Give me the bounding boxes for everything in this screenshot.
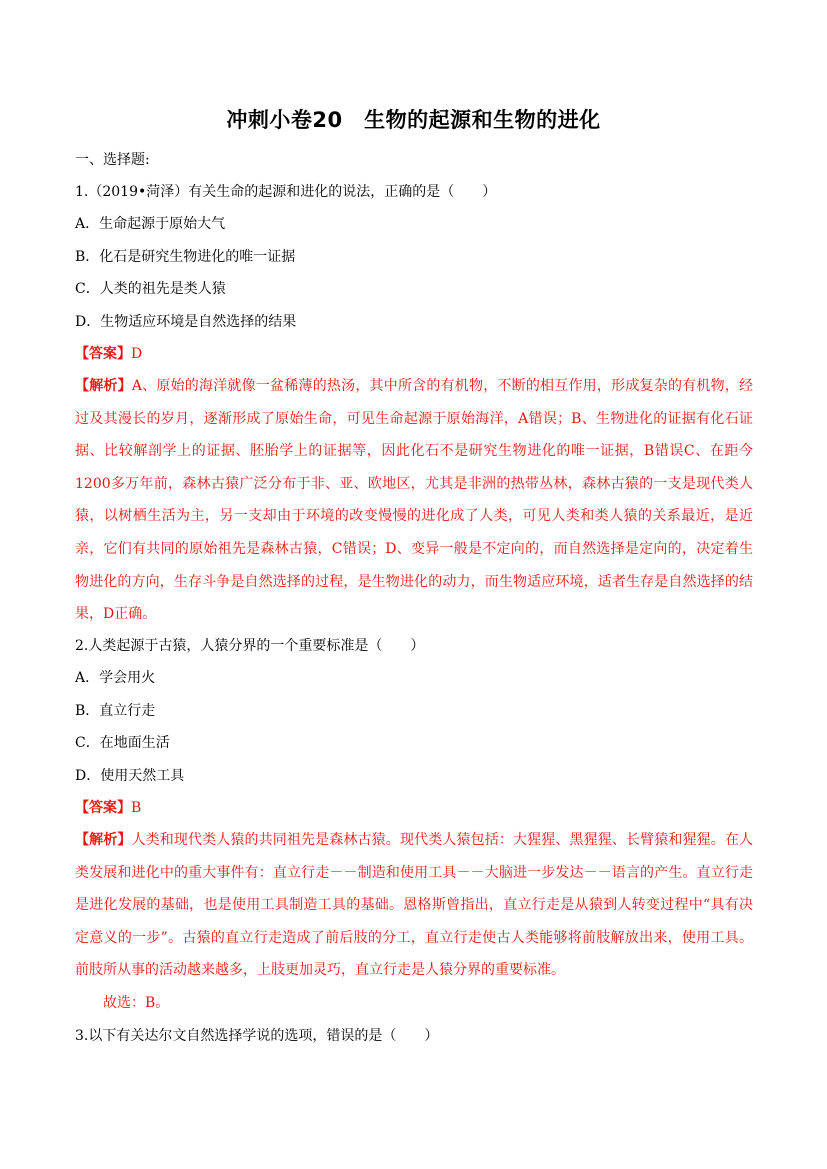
question-1-option-c: C．人类的祖先是类人猿	[75, 281, 226, 297]
question-1-analysis	[75, 370, 753, 631]
question-2-option-b: B．直立行走	[75, 703, 156, 719]
analysis-text: 人类和现代类人猿的共同祖先是森林古猿。现代类人猿包括：大猩猩、黑猩猩、长臂猿和猩猩。在人类发展和进化中的重大事件有：直立行走－－制造和使用工具－－大脑进一步发达－－语言的产生。直立行走是进化发展的基础，也是使用工具制造工具的基础。恩格斯曾指出，直立行走是从猿到人转变过程中“具有决定意义的一步”。古猿的直立行走造成了前后肢的分工，直立行走使古人类能够将前肢解放出来，使用工具。前肢所从事的活动越来越多，上肢更加灵巧，直立行走是人猿分界的重要标准。	[75, 832, 754, 979]
question-2-option-d: D．使用天然工具	[75, 768, 185, 784]
question-1-answer	[75, 344, 142, 364]
question-2-conclusion: 故选：B。	[103, 995, 170, 1011]
analysis-label: 【解析】	[75, 378, 132, 394]
question-1-option-d: D．生物适应环境是自然选择的结果	[75, 314, 297, 330]
answer-label: 【答案】	[75, 800, 131, 816]
question-2-stem: 2.人类起源于古猿，人猿分界的一个重要标准是（ ）	[75, 638, 425, 654]
answer-value: D	[131, 346, 143, 362]
analysis-label: 【解析】	[75, 832, 132, 848]
answer-label: 【答案】	[75, 346, 131, 362]
question-2-answer	[75, 798, 141, 818]
question-2-option-c: C．在地面生活	[75, 735, 170, 751]
question-1-option-a: A．生命起源于原始大气	[75, 216, 226, 232]
page-title: 冲刺小卷20 生物的起源和生物的进化	[226, 108, 601, 132]
analysis-text: A、原始的海洋就像一盆稀薄的热汤，其中所含的有机物，不断的相互作用，形成复杂的有机物，经过及其漫长的岁月，逐渐形成了原始生命，可见生命起源于原始海洋，A错误；B、生物进化的证据有化石证据、比较解剖学上的证据、胚胎学上的证据等，因此化石不是研究生物进化的唯一证据，B错误C、在距今1200多万年前，森林古猿广泛分布于非、亚、欧地区，尤其是非洲的热带丛林，森林古猿的一支是现代类人猿，以树栖生活为主，另一支却由于环境的改变慢慢的进化成了人类，可见人类和类人猿的关系最近，是近亲，它们有共同的原始祖先是森林古猿，C错误；D、变异一般是不定向的，而自然选择是定向的，决定着生物进化的方向，生存斗争是自然选择的过程，是生物进化的动力，而生物适应环境，适者生存是自然选择的结果，D正确。	[75, 378, 754, 623]
question-1-stem: 1.（2019•菏泽）有关生命的起源和进化的说法，正确的是（ ）	[75, 184, 497, 200]
question-3-stem: 3.以下有关达尔文自然选择学说的选项，错误的是（ ）	[75, 1028, 439, 1044]
answer-value: B	[131, 800, 142, 816]
question-2-option-a: A．学会用火	[75, 670, 156, 686]
question-2-analysis	[75, 824, 753, 987]
section-heading: 一、选择题:	[75, 152, 150, 168]
question-1-option-b: B．化石是研究生物进化的唯一证据	[75, 249, 296, 265]
